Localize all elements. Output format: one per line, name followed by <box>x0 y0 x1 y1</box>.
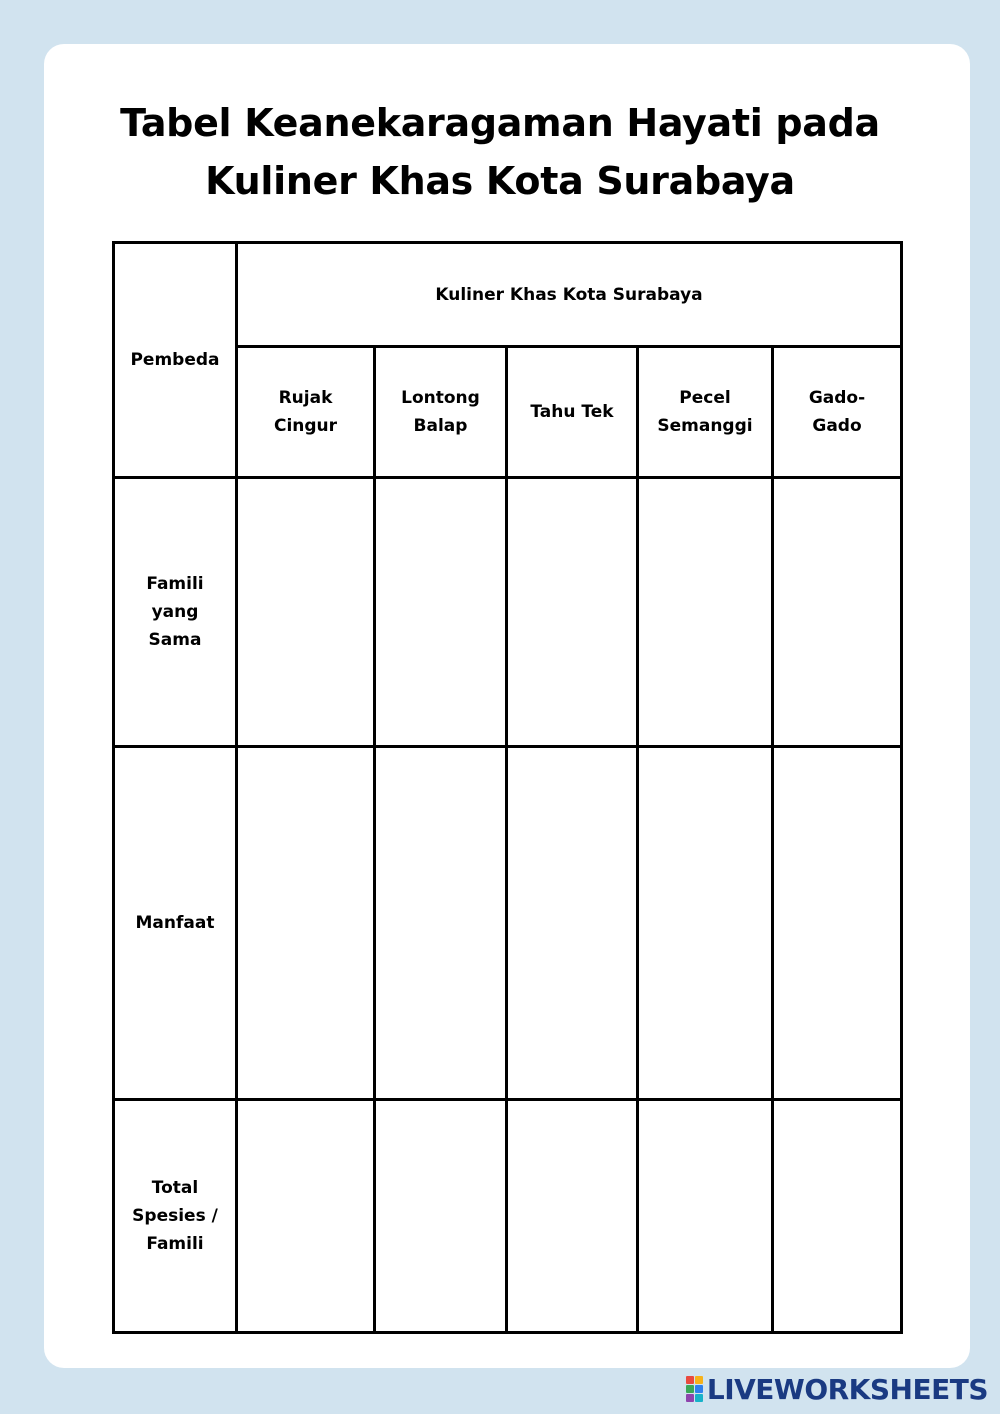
row-header-line: Sama <box>148 630 202 650</box>
row-header-line: Famili <box>146 1234 204 1254</box>
answer-cell[interactable] <box>375 478 507 747</box>
answer-cell[interactable] <box>773 747 902 1100</box>
corner-header-pembeda <box>114 243 237 478</box>
column-header-line: Rujak <box>278 388 333 408</box>
table-row <box>114 747 902 1100</box>
liveworksheets-brand[interactable] <box>686 1372 988 1406</box>
logo-square <box>686 1376 694 1384</box>
answer-cell[interactable] <box>638 747 773 1100</box>
table-row <box>114 1100 902 1333</box>
biodiversity-table <box>112 241 903 1334</box>
column-header-rujak-cingur <box>237 347 375 478</box>
row-header-line: Total <box>151 1178 199 1198</box>
column-header-line: Cingur <box>273 416 338 436</box>
answer-cell[interactable] <box>638 1100 773 1333</box>
logo-square <box>695 1394 703 1402</box>
table-row <box>114 478 902 747</box>
answer-cell[interactable] <box>638 478 773 747</box>
answer-cell[interactable] <box>507 478 638 747</box>
group-header-label: Kuliner Khas Kota Surabaya <box>435 284 703 305</box>
brand-name: LIVEWORKSHEETS <box>706 1372 988 1406</box>
row-header-line: Spesies / <box>132 1206 218 1226</box>
title-line-2: Kuliner Khas Kota Surabaya <box>205 159 795 203</box>
answer-cell[interactable] <box>375 1100 507 1333</box>
answer-cell[interactable] <box>237 478 375 747</box>
logo-square <box>695 1376 703 1384</box>
column-header-line: Gado <box>812 416 862 436</box>
answer-cell[interactable] <box>773 1100 902 1333</box>
corner-label: Pembeda <box>130 350 220 370</box>
column-header-gado-gado <box>773 347 902 478</box>
logo-square <box>686 1394 694 1402</box>
group-header-kuliner <box>237 243 902 347</box>
column-header-line: Balap <box>413 416 468 436</box>
answer-cell[interactable] <box>237 1100 375 1333</box>
title-line-1: Tabel Keanekaragaman Hayati pada <box>120 101 880 145</box>
row-header-total-spesies-famili <box>114 1100 237 1333</box>
column-header-line: Lontong <box>401 388 480 408</box>
row-header-manfaat <box>114 747 237 1100</box>
answer-cell[interactable] <box>237 747 375 1100</box>
row-header-famili-yang-sama <box>114 478 237 747</box>
liveworksheets-logo-icon <box>686 1376 703 1402</box>
column-header-tahu-tek <box>507 347 638 478</box>
answer-cell[interactable] <box>507 1100 638 1333</box>
column-header-line: Semanggi <box>657 416 753 436</box>
logo-square <box>686 1385 694 1393</box>
column-header-lontong-balap <box>375 347 507 478</box>
answer-cell[interactable] <box>507 747 638 1100</box>
logo-square <box>695 1385 703 1393</box>
column-header-line: Tahu Tek <box>530 402 614 422</box>
column-header-line: Gado- <box>808 388 866 408</box>
answer-cell[interactable] <box>773 478 902 747</box>
column-header-line: Pecel <box>679 388 731 408</box>
row-header-line: Famili <box>146 574 204 594</box>
row-header-line: yang <box>151 602 199 622</box>
column-header-pecel-semanggi <box>638 347 773 478</box>
answer-cell[interactable] <box>375 747 507 1100</box>
page-title <box>0 94 1000 210</box>
row-header-line: Manfaat <box>135 913 215 933</box>
